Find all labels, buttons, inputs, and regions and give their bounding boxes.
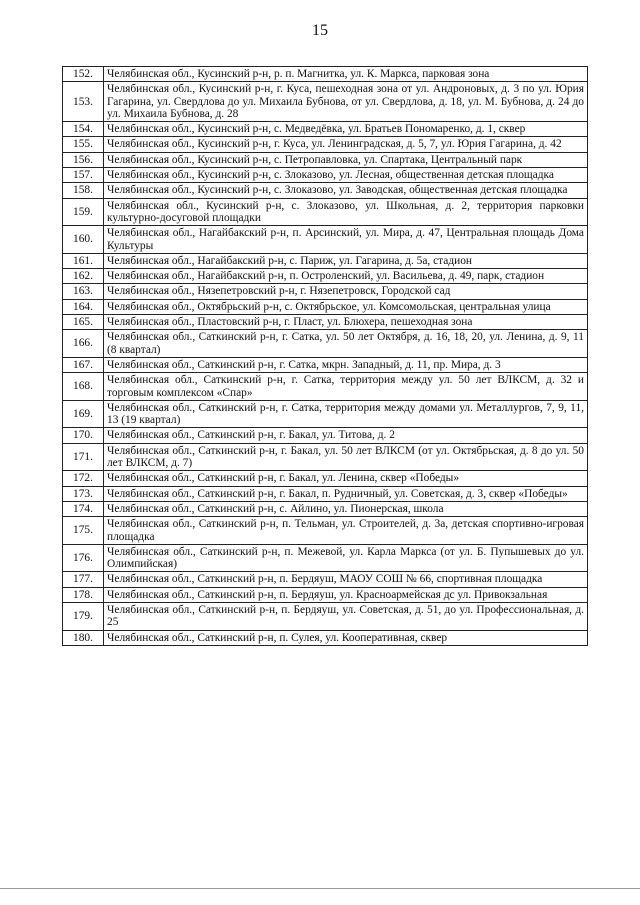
row-number: 155.	[63, 137, 104, 152]
page-number: 15	[312, 22, 328, 39]
table-row	[63, 137, 588, 152]
table-row	[63, 122, 588, 137]
row-address: Челябинская обл., Саткинский р-н, п. Бердяуш, ул. Советская, д. 51, до ул. Профессиональная, д. 25	[104, 602, 588, 630]
row-address: Челябинская обл., Саткинский р-н, п. Сулея, ул. Кооперативная, сквер	[104, 630, 588, 645]
row-number: 152.	[63, 67, 104, 82]
row-number: 165.	[63, 315, 104, 330]
row-number: 171.	[63, 443, 104, 471]
table-row	[63, 315, 588, 330]
row-number: 178.	[63, 587, 104, 602]
table-row	[63, 330, 588, 358]
row-number: 172.	[63, 471, 104, 486]
table-row	[63, 253, 588, 268]
row-address: Челябинская обл., Кусинский р-н, г. Куса, пешеходная зона от ул. Андроновых, д. 3 по ул. Юрия Гагарина, ул. Свердлова до ул. Михаила Бубнова, от ул. Свердлова, д. 18, ул. М. Бубнова, д. 24 до ул. Михаила Бубнова, д. 28	[104, 82, 588, 122]
row-number: 170.	[63, 428, 104, 443]
table-row	[63, 82, 588, 122]
table-row	[63, 630, 588, 645]
row-number: 163.	[63, 284, 104, 299]
table-row	[63, 602, 588, 630]
row-address: Челябинская обл., Саткинский р-н, г. Сатка, мкрн. Западный, д. 11, пр. Мира, д. 3	[104, 357, 588, 372]
table-body	[63, 67, 588, 646]
row-address: Челябинская обл., Нагайбакский р-н, с. Париж, ул. Гагарина, д. 5а, стадион	[104, 253, 588, 268]
table-row	[63, 269, 588, 284]
table-row	[63, 587, 588, 602]
table-row	[63, 373, 588, 401]
table-row	[63, 400, 588, 428]
table-row	[63, 486, 588, 501]
row-number: 160.	[63, 226, 104, 254]
row-number: 154.	[63, 122, 104, 137]
row-address: Челябинская обл., Саткинский р-н, п. Бердяуш, МАОУ СОШ № 66, спортивная площадка	[104, 572, 588, 587]
row-number: 177.	[63, 572, 104, 587]
table-row	[63, 198, 588, 226]
table-row	[63, 357, 588, 372]
row-number: 174.	[63, 501, 104, 516]
row-address: Челябинская обл., Саткинский р-н, г. Бакал, ул. Титова, д. 2	[104, 428, 588, 443]
row-address: Челябинская обл., Октябрьский р-н, с. Октябрьское, ул. Комсомольская, центральная улица	[104, 299, 588, 314]
row-address: Челябинская обл., Нязепетровский р-н, г. Нязепетровск, Городской сад	[104, 284, 588, 299]
row-address: Челябинская обл., Саткинский р-н, г. Бакал, п. Рудничный, ул. Советская, д. 3, сквер «Победы»	[104, 486, 588, 501]
row-address: Челябинская обл., Саткинский р-н, г. Бакал, ул. Ленина, сквер «Победы»	[104, 471, 588, 486]
row-address: Челябинская обл., Кусинский р-н, с. Злоказово, ул. Лесная, общественная детская площадка	[104, 168, 588, 183]
row-address: Челябинская обл., Пластовский р-н, г. Пласт, ул. Блюхера, пешеходная зона	[104, 315, 588, 330]
row-address: Челябинская обл., Кусинский р-н, г. Куса, ул. Ленинградская, д. 5, 7, ул. Юрия Гагарина, д. 42	[104, 137, 588, 152]
table-row	[63, 517, 588, 545]
row-number: 180.	[63, 630, 104, 645]
row-address: Челябинская обл., Саткинский р-н, с. Айлино, ул. Пионерская, школа	[104, 501, 588, 516]
locations-table	[62, 66, 588, 646]
row-number: 156.	[63, 152, 104, 167]
row-address: Челябинская обл., Кусинский р-н, р. п. Магнитка, ул. К. Маркса, парковая зона	[104, 67, 588, 82]
row-number: 159.	[63, 198, 104, 226]
row-number: 169.	[63, 400, 104, 428]
row-number: 157.	[63, 168, 104, 183]
table-row	[63, 183, 588, 198]
row-number: 162.	[63, 269, 104, 284]
row-address: Челябинская обл., Кусинский р-н, с. Медведёвка, ул. Братьев Пономаренко, д. 1, сквер	[104, 122, 588, 137]
table-row	[63, 572, 588, 587]
row-number: 176.	[63, 544, 104, 572]
page-bottom-edge	[0, 888, 640, 889]
table-row	[63, 443, 588, 471]
table-row	[63, 152, 588, 167]
row-address: Челябинская обл., Кусинский р-н, с. Злоказово, ул. Школьная, д. 2, территория парковки культурно-досуговой площадки	[104, 198, 588, 226]
row-address: Челябинская обл., Саткинский р-н, п. Бердяуш, ул. Красноармейская дс ул. Привокзальная	[104, 587, 588, 602]
table-row	[63, 428, 588, 443]
row-address: Челябинская обл., Саткинский р-н, г. Сатка, ул. 50 лет Октября, д. 16, 18, 20, ул. Ленина, д. 9, 11 (8 квартал)	[104, 330, 588, 358]
row-address: Челябинская обл., Нагайбакский р-н, п. Остроленский, ул. Васильева, д. 49, парк, стадион	[104, 269, 588, 284]
table-row	[63, 284, 588, 299]
table-row	[63, 226, 588, 254]
row-number: 175.	[63, 517, 104, 545]
row-address: Челябинская обл., Саткинский р-н, г. Бакал, ул. 50 лет ВЛКСМ (от ул. Октябрьская, д. 8 до ул. 50 лет ВЛКСМ, д. 7)	[104, 443, 588, 471]
row-number: 158.	[63, 183, 104, 198]
table-row	[63, 168, 588, 183]
row-address: Челябинская обл., Саткинский р-н, п. Тельман, ул. Строителей, д. 3а, детская спортивно-игровая площадка	[104, 517, 588, 545]
row-number: 153.	[63, 82, 104, 122]
row-number: 166.	[63, 330, 104, 358]
row-address: Челябинская обл., Саткинский р-н, п. Межевой, ул. Карла Маркса (от ул. Б. Пупышевых до ул. Олимпийская)	[104, 544, 588, 572]
row-number: 161.	[63, 253, 104, 268]
row-number: 167.	[63, 357, 104, 372]
row-address: Челябинская обл., Нагайбакский р-н, п. Арсинский, ул. Мира, д. 47, Центральная площадь Дома Культуры	[104, 226, 588, 254]
row-number: 173.	[63, 486, 104, 501]
table-row	[63, 544, 588, 572]
row-number: 179.	[63, 602, 104, 630]
row-address: Челябинская обл., Кусинский р-н, с. Злоказово, ул. Заводская, общественная детская площадка	[104, 183, 588, 198]
table-row	[63, 299, 588, 314]
row-address: Челябинская обл., Саткинский р-н, г. Сатка, территория между ул. 50 лет ВЛКСМ, д. 32 и торговым комплексом «Спар»	[104, 373, 588, 401]
row-number: 164.	[63, 299, 104, 314]
table-row	[63, 501, 588, 516]
row-number: 168.	[63, 373, 104, 401]
row-address: Челябинская обл., Саткинский р-н, г. Сатка, территория между домами ул. Металлургов, 7, 9, 11, 13 (19 квартал)	[104, 400, 588, 428]
table-row	[63, 471, 588, 486]
table-row	[63, 67, 588, 82]
row-address: Челябинская обл., Кусинский р-н, с. Петропавловка, ул. Спартака, Центральный парк	[104, 152, 588, 167]
